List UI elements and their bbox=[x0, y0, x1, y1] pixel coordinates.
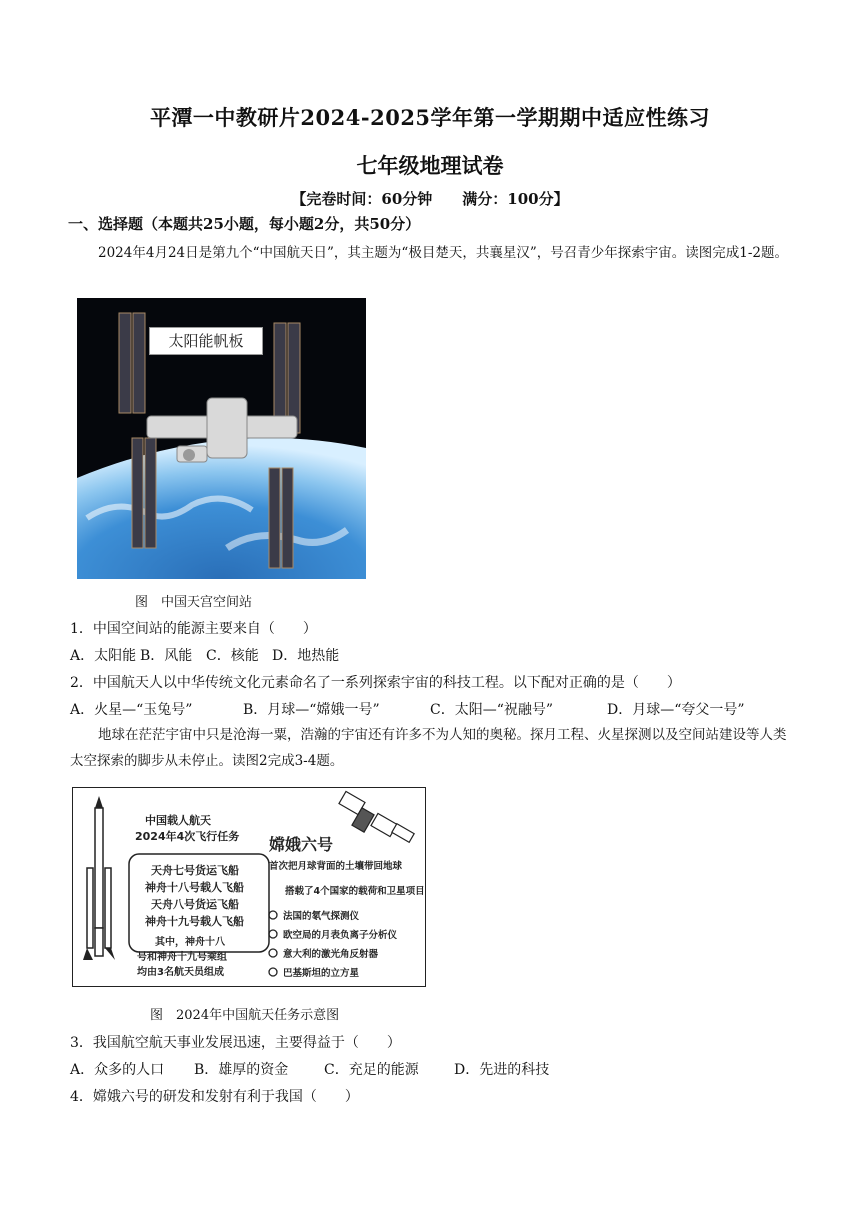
question-3-options bbox=[70, 1059, 549, 1079]
fig2-note-2: 号和神舟十九号乘组 bbox=[137, 952, 227, 963]
fig2-mission-4: 神舟十九号载人飞船 bbox=[145, 915, 244, 928]
figure2-caption: 图 2024年中国航天任务示意图 bbox=[150, 1008, 340, 1023]
fig2-right-title: 嫦娥六号 bbox=[269, 835, 334, 854]
fig2-payload-3: 意大利的激光角反射器 bbox=[283, 949, 379, 960]
q2-option-a: A．火星—“玉兔号” bbox=[70, 702, 193, 718]
figure1-caption: 图 中国天宫空间站 bbox=[135, 595, 253, 610]
solar-panel-label: 太阳能帆板 bbox=[149, 327, 263, 355]
question-1-options bbox=[70, 645, 339, 665]
question-2-options bbox=[70, 699, 745, 719]
fig2-mission-2: 神舟十八号载人飞船 bbox=[145, 881, 244, 894]
q2-option-d: D．月球—“夸父一号” bbox=[607, 702, 745, 718]
exam-title: 平潭一中教研片2024-2025学年第一学期期中适应性练习 bbox=[149, 105, 711, 130]
q3-option-b: B．雄厚的资金 bbox=[194, 1062, 289, 1078]
section-heading: 一、选择题（本题共25小题，每小题2分，共50分） bbox=[68, 215, 421, 233]
q1-option-b: B．风能 bbox=[140, 648, 193, 664]
q3-option-c: C．充足的能源 bbox=[324, 1062, 419, 1078]
intro-paragraph-1: 2024年4月24日是第九个“中国航天日”，其主题为“极目楚天，共襄星汉”，号召青少年探索宇宙。读图完成1-2题。 bbox=[98, 245, 788, 261]
q2-option-c: C．太阳—“祝融号” bbox=[430, 702, 554, 718]
q3-option-d: D．先进的科技 bbox=[454, 1062, 550, 1078]
question-4-stem: 4．嫦娥六号的研发和发射有利于我国（ ） bbox=[70, 1089, 359, 1105]
fig2-payload-4: 巴基斯坦的立方星 bbox=[283, 968, 360, 979]
q1-option-c: C．核能 bbox=[206, 648, 259, 664]
fig2-left-title-2: 2024年4次飞行任务 bbox=[135, 830, 240, 843]
satellite-icon bbox=[339, 791, 414, 842]
rocket-icon bbox=[83, 796, 115, 960]
exam-subtitle: 七年级地理试卷 bbox=[356, 153, 504, 178]
q2-option-b: B．月球—“嫦娥一号” bbox=[243, 702, 380, 718]
intro-paragraph-2: 地球在茫茫宇宙中只是沧海一粟，浩瀚的宇宙还有许多不为人知的奥秘。探月工程、火星探测以及空间站建设等人类太空探索的脚步从未停止。读图2完成3-4题。 bbox=[70, 727, 787, 769]
spaceflight-missions-figure bbox=[72, 787, 426, 987]
q1-option-a: A．太阳能 bbox=[70, 648, 137, 664]
space-station-image bbox=[77, 298, 366, 579]
fig2-right-subtitle: 首次把月球背面的土壤带回地球 bbox=[269, 861, 403, 872]
exam-time-info: 【完卷时间：60分钟 满分：100分】 bbox=[291, 190, 569, 208]
fig2-mission-3: 天舟八号货运飞船 bbox=[151, 898, 239, 911]
fig2-note-3: 均由3名航天员组成 bbox=[137, 967, 224, 978]
q1-option-d: D．地热能 bbox=[272, 648, 340, 664]
question-3-stem: 3．我国航空航天事业发展迅速，主要得益于（ ） bbox=[70, 1035, 401, 1051]
fig2-left-title-1: 中国载人航天 bbox=[145, 814, 211, 827]
fig2-mission-1: 天舟七号货运飞船 bbox=[151, 864, 239, 877]
q3-option-a: A．众多的人口 bbox=[70, 1062, 165, 1078]
fig2-payload-title: 搭载了4个国家的载荷和卫星项目 bbox=[285, 886, 425, 897]
fig2-note-1: 其中，神舟十八 bbox=[155, 937, 225, 948]
fig2-payload-1: 法国的氡气探测仪 bbox=[283, 911, 360, 922]
question-2-stem: 2．中国航天人以中华传统文化元素命名了一系列探索宇宙的科技工程。以下配对正确的是（ ） bbox=[70, 675, 681, 691]
fig2-payload-2: 欧空局的月表负离子分析仪 bbox=[283, 930, 398, 941]
question-1-stem: 1．中国空间站的能源主要来自（ ） bbox=[70, 621, 317, 637]
